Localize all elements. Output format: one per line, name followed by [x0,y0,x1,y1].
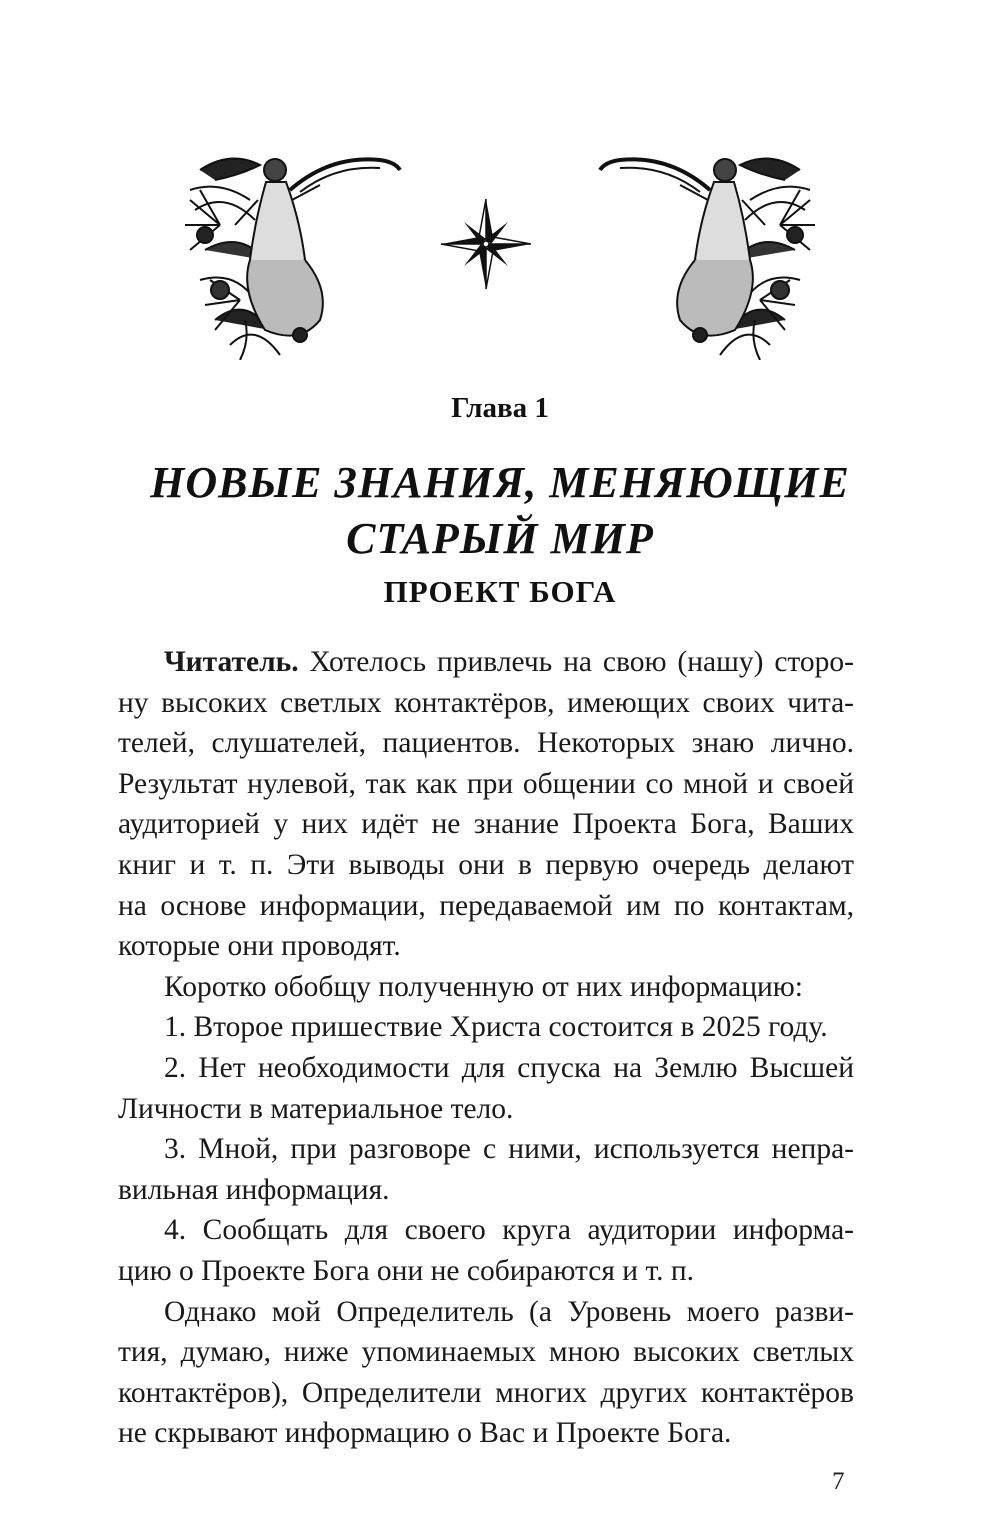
list-item: 2. Нет необходимости для спуска на Землю Высшей [164,1051,854,1084]
list-item: 1. Второе пришествие Христа состоится в 2025 году. [164,1011,828,1044]
chapter-title-line-1: НОВЫЕ ЗНАНИЯ, МЕНЯЮЩИЕ [150,458,850,507]
body-line: аудиторией у них идёт не знание Проекта Бога, Ваших [118,808,854,841]
body-line-text: Хотелось привлечь на свою (нашу) сторо- [298,646,854,678]
body-text [118,642,854,1454]
right-maiden-ornament-icon [600,159,815,360]
chapter-ornament [0,130,1000,360]
body-line: тия, думаю, ниже упоминаемых мною высоких светлых [118,1336,854,1369]
page-number: 7 [832,1468,845,1495]
chapter-title [0,455,1000,567]
body-line: Результат нулевой, так как при общении со мной и своей [118,767,854,800]
body-line: на основе информации, передаваемой им по контактам, [118,889,854,922]
body-line: Коротко обобщу полученную от них информацию: [164,970,804,1003]
body-line [118,642,854,683]
compass-star-icon [441,199,531,289]
left-maiden-ornament-icon [185,159,400,360]
chapter-label: Глава 1 [451,392,549,424]
section-title: ПРОЕКТ БОГА [383,574,617,609]
body-line: ну высоких светлых контактёров, имеющих своих чита- [118,686,854,719]
body-line: которые они проводят. [118,930,401,963]
body-line: контактёров), Определители многих других контактёров [118,1376,854,1409]
speaker-label: Читатель. [164,646,299,678]
body-line: книг и т. п. Эти выводы они в первую очередь делают [118,848,854,881]
body-line: телей, слушателей, пациентов. Некоторых знаю лично. [118,727,854,760]
list-item-continuation: вильная информация. [118,1173,390,1206]
list-item: 3. Мной, при разговоре с ними, используется непра- [164,1133,854,1166]
list-item-continuation: Личности в материальное тело. [118,1092,514,1125]
body-line: не скрывают информацию о Вас и Проекте Бога. [118,1417,732,1450]
list-item-continuation: цию о Проекте Бога они не собираются и т. п. [118,1254,695,1287]
list-item: 4. Сообщать для своего круга аудитории информа- [164,1214,854,1247]
chapter-title-line-2: СТАРЫЙ МИР [346,514,654,563]
body-line: Однако мой Определитель (а Уровень моего разви- [164,1295,854,1328]
